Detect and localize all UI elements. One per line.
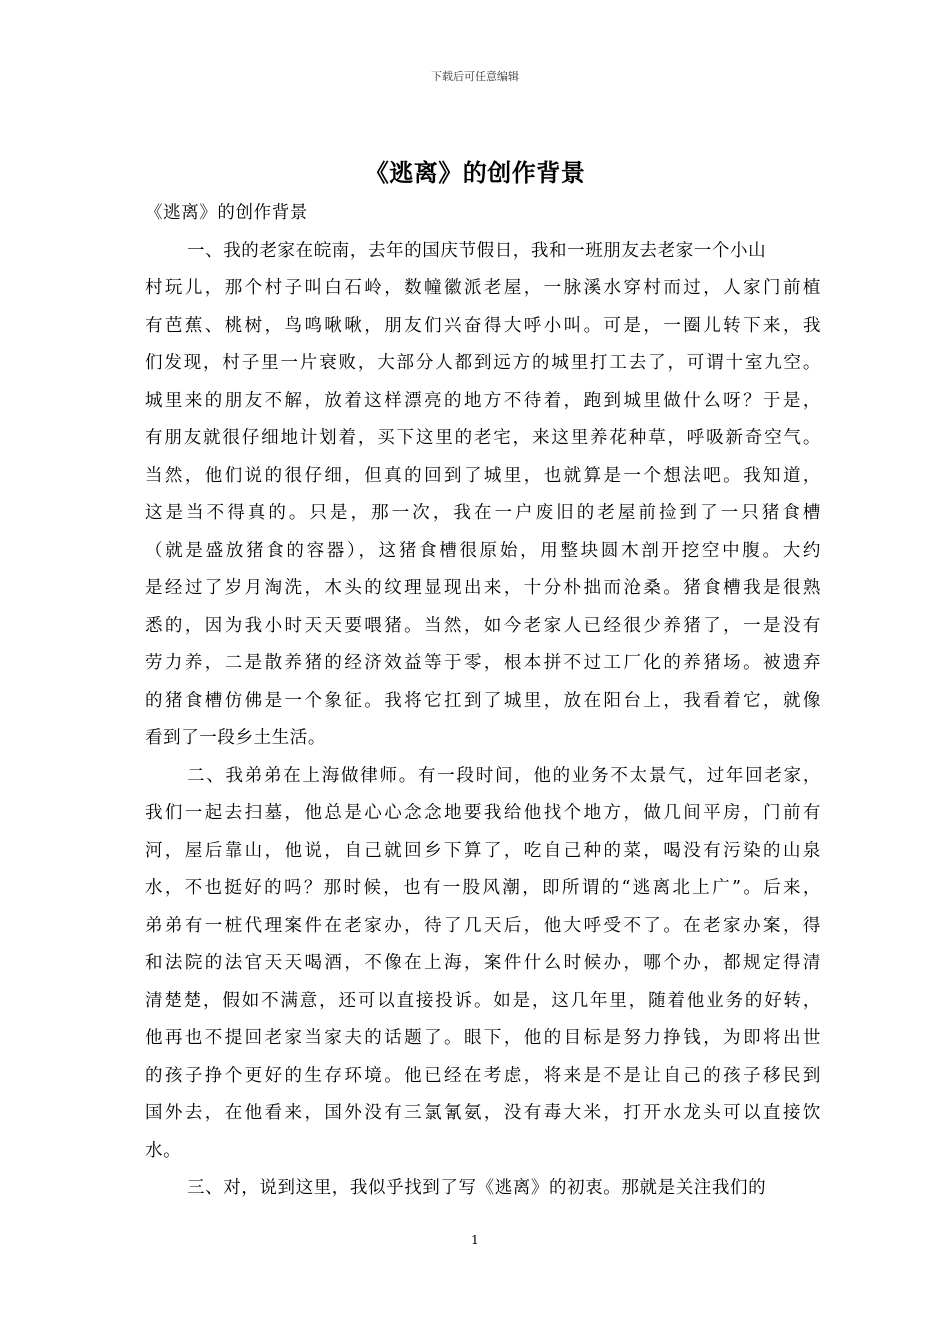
page-number: 1	[471, 1233, 479, 1247]
text-line: 们发现，村子里一片衰败，大部分人都到远方的城里打工去了，可谓十室九空。	[145, 353, 821, 373]
text-line: 当然，他们说的很仔细，但真的回到了城里，也就算是一个想法吧。我知道，	[145, 465, 821, 486]
text-line: 看到了一段乡土生活。	[145, 728, 326, 748]
text-line: 的孩子挣个更好的生存环境。他已经在考虑，将来是不是让自己的孩子移民到	[145, 1065, 821, 1086]
text-line: 水，不也挺好的吗？那时候，也有一股风潮，即所谓的“逃离北上广”。后来，	[145, 878, 821, 898]
header-note: 下载后可任意编辑	[431, 70, 519, 83]
text-line: 的猪食槽仿佛是一个象征。我将它扛到了城里，放在阳台上，我看着它，就像	[145, 690, 821, 711]
text-line: 他再也不提回老家当家夫的话题了。眼下，他的目标是努力挣钱，为即将出世	[145, 1028, 821, 1048]
text-line: 清楚楚，假如不满意，还可以直接投诉。如是，这几年里，随着他业务的好转，	[145, 990, 821, 1011]
text-line: 和法院的法官天天喝酒，不像在上海，案件什么时候办，哪个办，都规定得清	[145, 953, 821, 973]
text-line: （就是盛放猪食的容器），这猪食槽很原始，用整块圆木剖开挖空中腹。大约	[145, 540, 821, 561]
text-line: 河，屋后靠山，他说，自己就回乡下算了，吃自己种的菜，喝没有污染的山泉	[145, 840, 821, 861]
text-line: 一、我的老家在皖南，去年的国庆节假日，我和一班朋友去老家一个小山	[187, 240, 767, 261]
text-line: 《逃离》的创作背景	[145, 203, 308, 223]
text-line: 城里来的朋友不解，放着这样漂亮的地方不待着，跑到城里做什么呀？于是，	[145, 390, 821, 411]
text-line: 二、我弟弟在上海做律师。有一段时间，他的业务不太景气，过年回老家，	[187, 765, 821, 786]
document-title: 《逃离》的创作背景	[364, 158, 586, 187]
text-line: 水。	[145, 1140, 182, 1161]
text-line: 三、对，说到这里，我似乎找到了写《逃离》的初衷。那就是关注我们的	[187, 1178, 767, 1198]
text-line: 弟弟有一桩代理案件在老家办，待了几天后，他大呼受不了。在老家办案，得	[145, 915, 821, 936]
text-line: 国外去，在他看来，国外没有三氯氰氨，没有毒大米，打开水龙头可以直接饮	[145, 1103, 821, 1123]
text-line: 劳力养，二是散养猪的经济效益等于零，根本拼不过工厂化的养猪场。被遗弃	[145, 653, 821, 673]
text-line: 村玩儿，那个村子叫白石岭，数幢徽派老屋，一脉溪水穿村而过，人家门前植	[145, 278, 821, 298]
text-line: 这是当不得真的。只是，那一次，我在一户废旧的老屋前捡到了一只猪食槽	[145, 503, 821, 523]
text-line: 我们一起去扫墓，他总是心心念念地要我给他找个地方，做几间平房，门前有	[145, 803, 821, 823]
text-line: 是经过了岁月淘洗，木头的纹理显现出来，十分朴拙而沧桑。猪食槽我是很熟	[145, 578, 821, 598]
text-line: 有芭蕉、桃树，鸟鸣啾啾，朋友们兴奋得大呼小叫。可是，一圈儿转下来，我	[145, 315, 821, 336]
text-line: 有朋友就很仔细地计划着，买下这里的老宅，来这里养花种草，呼吸新奇空气。	[145, 428, 821, 448]
document-body	[145, 195, 821, 1208]
text-line: 悉的，因为我小时天天要喂猪。当然，如今老家人已经很少养猪了，一是没有	[145, 615, 821, 636]
